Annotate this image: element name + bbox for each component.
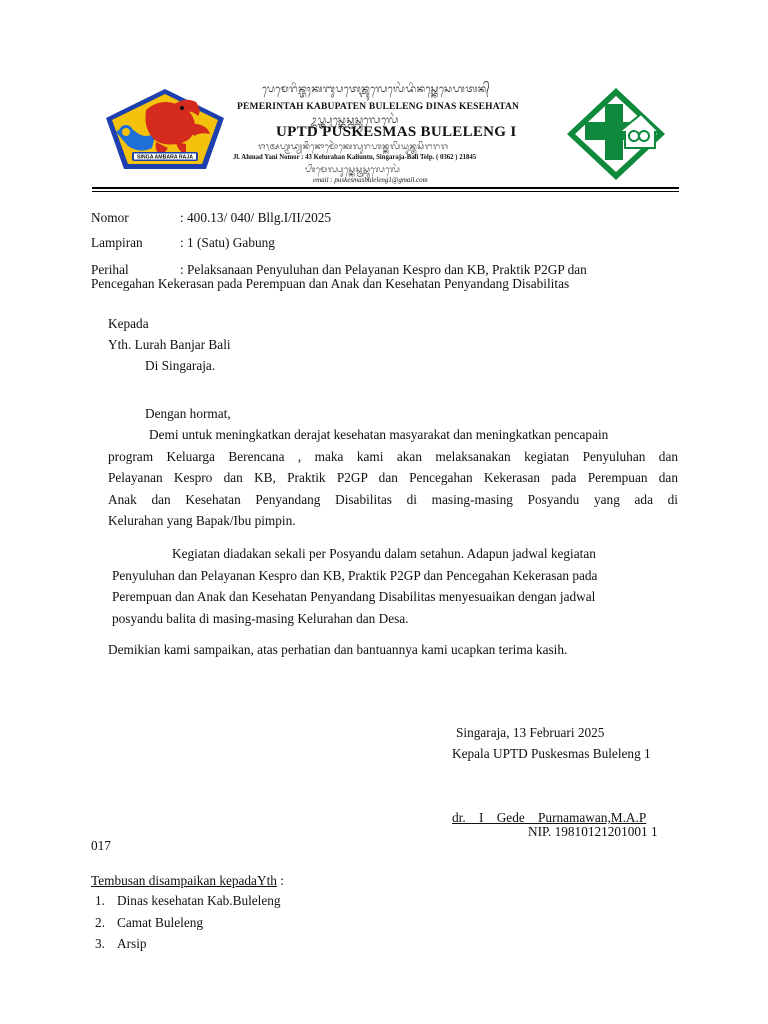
nomor-value: : 400.13/ 040/ Bllg.I/II/2025 [180,210,332,225]
recipient-location: Di Singaraja. [145,358,216,373]
list-item-number: 3. [95,936,105,951]
list-item-number: 2. [95,915,105,930]
list-item [95,936,147,952]
cc-title-text: Tembusan disampaikan kepadaYth [91,873,277,888]
recipient-name: Yth. Lurah Banjar Bali [108,337,231,352]
signatory-name-text: dr. I Gede Purnamawan,M.A.P [452,810,647,825]
paragraph-2-line: Penyuluhan dan Pelayanan Kespro dan KB, Praktik P2GP dan Pencegahan Kekerasan pada [112,567,598,583]
perihal-label: Perihal [91,262,129,277]
paragraph-2-line: Perempuan dan Anak dan Kesehatan Penyandang Disabilitas menyesuaikan dengan jadwal [112,589,596,604]
closing-sentence: Demikian kami sampaikan, atas perhatian dan bantuannya kami ucapkan terima kasih. [108,642,568,657]
paragraph-2 [112,543,678,629]
cc-title [91,873,284,889]
header-divider-thick [92,187,679,189]
signatory-nip: NIP. 19810121201001 1 [528,824,658,839]
institution-email: email : puskesmasbuleleng1@gmail.com [313,176,428,184]
institution-title: UPTD PUSKESMAS BULELENG I [276,124,517,140]
lampiran-label: Lampiran [91,235,143,250]
kepada-label: Kepada [108,316,149,331]
institution-address: Jl. Ahmad Yani Nomor : 43 Kelurahan Kaliuntu, Singaraja-Bali Telp. ( 0362 ) 21845 [233,154,477,161]
balinese-script-line-4: ᬳᬶᬫᬾᬮ᭄ᬧᬸᬲ᭄ᬓᬾᬲ᭄ᬫᬲ᭄ᬩᬸᬮᬾᬮᬾᬂ [305,165,401,175]
paragraph-1-line: Kelurahan yang Bapak/Ibu pimpin. [108,513,296,528]
paragraph-1-line: Pelayanan Kespro dan KB, Praktik P2GP dan Pencegahan Kekerasan pada Perempuan dan [108,470,678,485]
balinese-script-line-1: ᬧᬾᬫᬾᬭᬶᬦ᭄ᬢᬄᬓᬩᬸᬧᬢᬾᬦ᭄ᬩᬸᬮᬾᬮᬾᬂᬤᬶᬦᬲ᭄ᬓᬾᬲᬾᬳᬢᬦ᭄ [262,84,491,95]
paragraph-1-line: Anak dan Kesehatan Penyandang Disabilitas di masing-masing Posyandu yang ada di [108,491,678,507]
paragraph-1 [108,424,678,532]
perihal-value-continued: Pencegahan Kekerasan pada Perempuan dan Anak dan Kesehatan Penyandang Disabilitas [91,276,570,291]
paragraph-1-line: Demi untuk meningkatkan derajat kesehatan masyarakat dan meningkatkan pencapain [149,427,609,442]
list-item-text: Camat Buleleng [117,915,204,930]
place-date: Singaraja, 13 Februari 2025 [456,725,605,740]
nomor-label: Nomor [91,210,129,225]
buleleng-emblem-icon [102,86,228,172]
signatory-nip-continued: 017 [91,838,111,853]
greeting: Dengan hormat, [145,406,231,421]
list-item-text: Dinas kesehatan Kab.Buleleng [117,893,281,908]
paragraph-1-line: program Keluarga Berencana , maka kami akan melaksanakan kegiatan Penyuluhan dan [108,448,678,464]
list-item [95,915,203,931]
balinese-script-line-2: ᬉᬧ᭄ᬢ᭄ᬤ᭄ᬧᬸᬲ᭄ᬓᬾᬲ᭄ᬫᬲ᭄ᬩᬸᬮᬾᬮᬾᬂ [310,115,399,126]
lampiran-value: : 1 (Satu) Gabung [180,235,275,250]
cc-title-colon: : [276,873,284,888]
list-item-text: Arsip [117,936,147,951]
paragraph-2-line: posyandu balita di masing-masing Kelurahan dan Desa. [112,610,409,626]
puskesmas-logo-icon [561,84,671,184]
list-item-number: 1. [95,893,105,908]
paragraph-2-line: Kegiatan diadakan sekali per Posyandu dalam setahun. Adapun jadwal kegiatan [172,546,596,561]
header-divider-thin [92,191,679,192]
perihal-value: : Pelaksanaan Penyuluhan dan Pelayanan Kespro dan KB, Praktik P2GP dan [180,262,587,277]
list-item [95,893,281,909]
balinese-script-line-3: ᬚ᭞ᬅᬳ᭄ᬫᬤ᭄ᬬᬦᬶᬦᭀᬫᭀᬃᬓᬾᬮᬸᬭᬳᬦ᭄ᬓᬮᬶᬬᬸᬦ᭄ᬢᬸᬲᬶᬗᬭᬚ [258,142,449,152]
government-name: PEMERINTAH KABUPATEN BULELENG DINAS KESEHATAN [237,102,520,112]
signatory-position: Kepala UPTD Puskesmas Buleleng 1 [452,746,651,761]
emblem-banner-text: SINGA AMBARA RAJA [137,154,193,161]
